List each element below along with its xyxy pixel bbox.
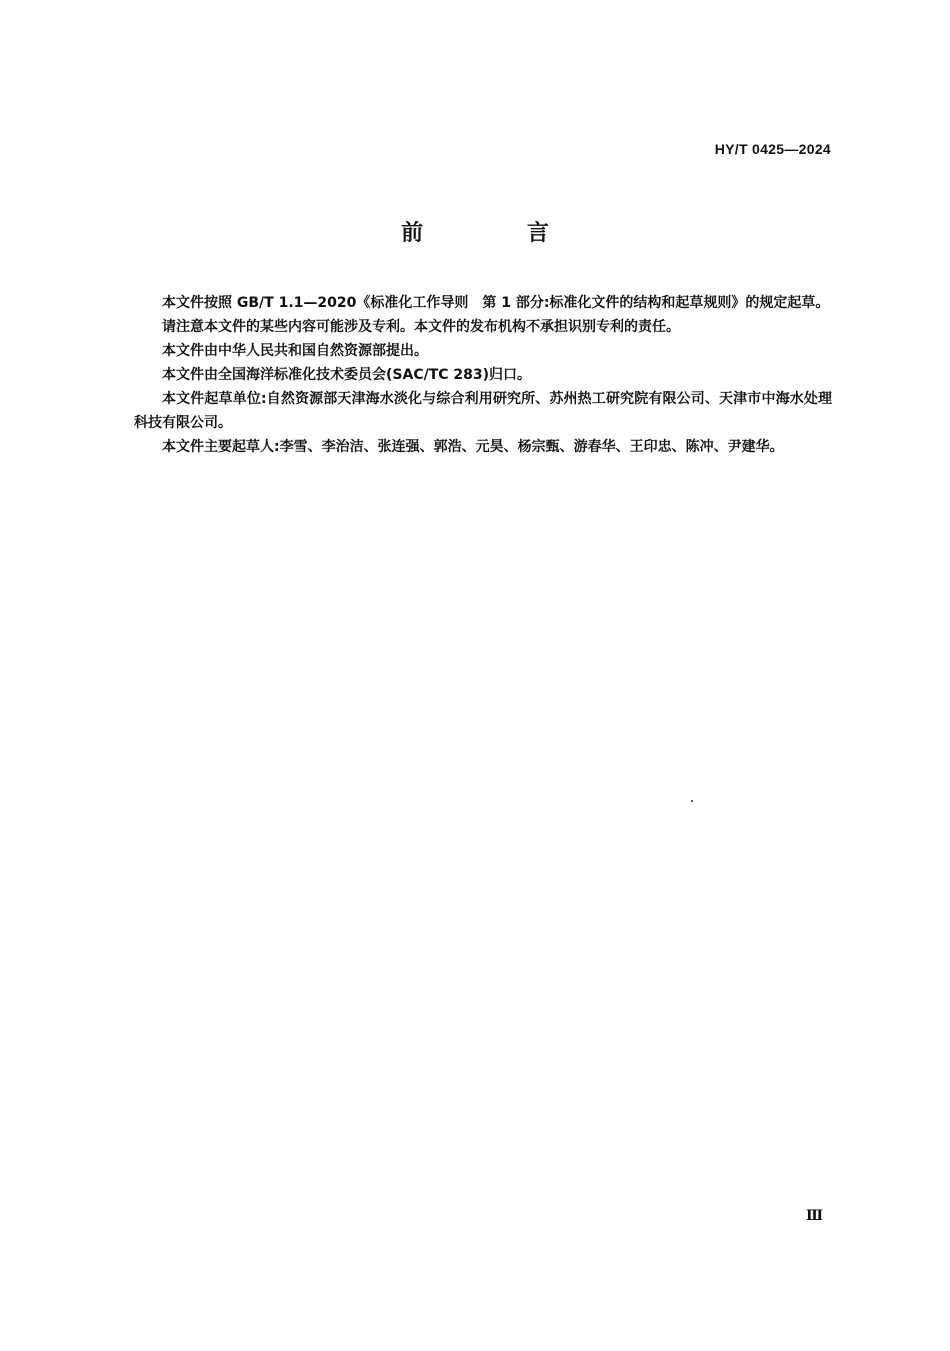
foreword-body xyxy=(134,291,832,459)
paragraph-drafters: 本文件主要起草人:李雪、李治洁、张连强、郭浩、元昊、杨宗甄、游春华、王印忠、陈冲、尹建华。 xyxy=(162,439,784,455)
page-number: Ⅲ xyxy=(806,1208,824,1224)
document-code: HY/T 0425—2024 xyxy=(714,141,831,157)
page-title: 前 言 xyxy=(401,221,597,246)
paragraph-proposer: 本文件由中华人民共和国自然资源部提出。 xyxy=(162,343,428,359)
paragraph-administrator: 本文件由全国海洋标准化技术委员会(SAC/TC 283)归口。 xyxy=(162,367,532,383)
stray-dot-mark xyxy=(691,800,693,802)
paragraph-drafting-organizations: 本文件起草单位:自然资源部天津海水淡化与综合利用研究所、苏州热工研究院有限公司、天津市中海水处理科技有限公司。 xyxy=(134,391,832,431)
paragraph-patent-notice: 请注意本文件的某些内容可能涉及专利。本文件的发布机构不承担识别专利的责任。 xyxy=(162,319,680,335)
paragraph-drafting-rules: 本文件按照 GB/T 1.1—2020《标准化工作导则 第 1 部分:标准化文件的结构和起草规则》的规定起草。 xyxy=(162,295,830,311)
